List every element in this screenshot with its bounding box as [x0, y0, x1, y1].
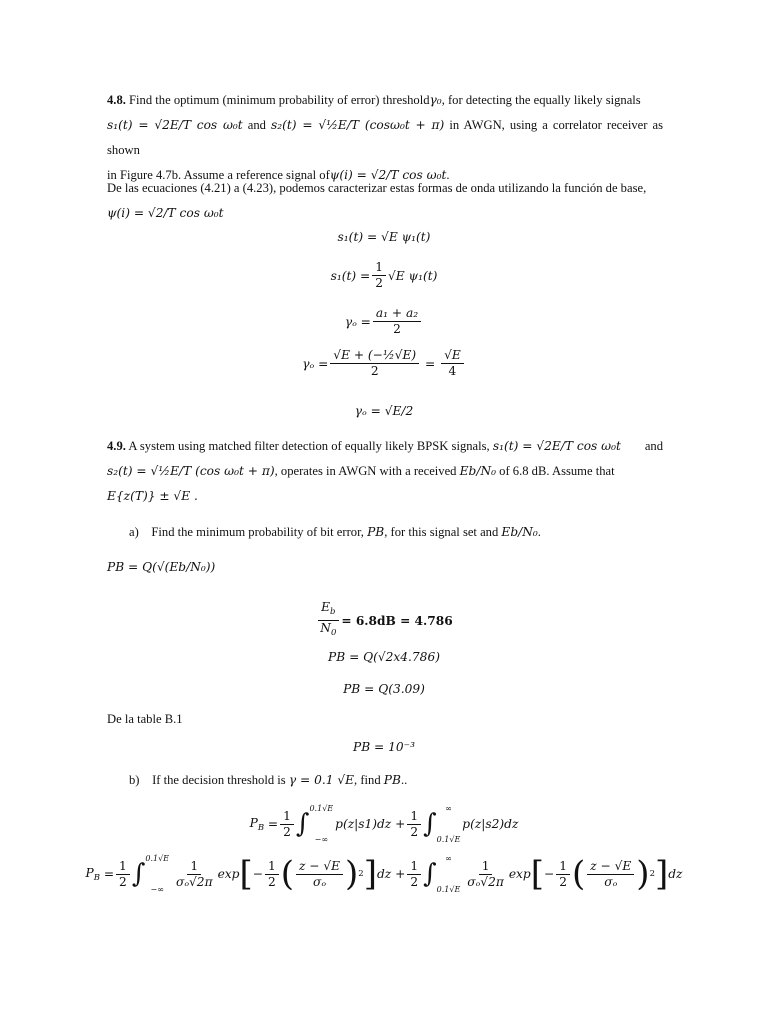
equation-s1: s₁(t) = √E ψ₁(t) — [337, 230, 431, 244]
equation-pb-q309: PB = Q(3.09) — [343, 682, 425, 696]
math-gamma0: γ₀ — [429, 93, 442, 107]
part-a: a) Find the minimum probability of bit error, PB, for this signal set and Eb/N₀. — [129, 525, 541, 539]
problem-text: Find the optimum (minimum probability of error) threshold — [129, 93, 430, 107]
spanish-paragraph: De las ecuaciones (4.21) a (4.23), podemos caracterizar estas formas de onda utilizando la función de base, ψ(i) = √2/T cos ω₀t — [107, 181, 647, 220]
equation-pb-value: PB = Q(√2x4.786) — [328, 650, 440, 664]
math-psi-def: ψ(i) = √2/T cos ω₀t — [329, 168, 447, 182]
equation-pb-q: PB = Q(√(Eb/N₀)) — [107, 560, 216, 574]
equation-pb-gaussian: $P_B$ = $\frac{1}{2}$ ∫ 0.1√E −∞ $\frac{1}{\text{σₒ√2π}}$ exp [ − $\frac{1}{2}$ ( $\frac{z - √E}{\text{σₒ}}$ ) 2 ] dz + $\frac{1}{2}$ ∫ ∞ 0.1√E $\frac{1}{\text{σₒ√2π}}$ exp [ − $\frac{1}{2}$ ( $\frac{z - √E}{\text{σₒ}}$ ) 2 ] dz — [85, 854, 683, 894]
equation-threshold: γₒ = $\frac{\text{a₁ + a₂}}{2}$ — [0, 306, 768, 337]
problem-4-9: 4.9. A system using matched filter detection of equally likely BPSK signals, s₁(t) = √2E/T cos ω₀t and s₂(t) = √½E/T (cos ω₀t + π), operates in AWGN with a received Eb/N₀ of 6.8 dB. Assume that E{z(T)} ± √E . — [107, 439, 663, 503]
equation-threshold-result: γₒ = √E/2 — [354, 404, 414, 418]
problem-number: 4.8. — [107, 93, 126, 107]
equation-threshold-value: γₒ = $\frac{\text{√E + (−½√E)}}{2}$ = $\frac{√E}{4}$ — [0, 348, 768, 379]
problem-4-8: 4.8. Find the optimum (minimum probability of error) thresholdγ₀, for detecting the equally likely signals s₁(t) = √2E/T cos ω₀t and s₂(t) = √½E/T (cosω₀t + π) in AWGN, using a correlator receiver as shown in Figure 4.7b. Assume a reference signal ofψ(i) = √2/T cos ω₀t. — [107, 93, 663, 182]
math-psi-basis: ψ(i) = √2/T cos ω₀t — [107, 206, 224, 220]
equation-pb-integral: $P_B$ = $\frac{1}{2}$ ∫ 0.1√E −∞ p(z|s1)dz + $\frac{1}{2}$ ∫ ∞ 0.1√E p(z|s2)dz — [249, 804, 519, 844]
equation-s1-half: s₁(t) = $\frac{1}{2}$ √E ψ₁(t) — [330, 260, 438, 290]
equation-ebn0: $\frac{E_b}{N_0}$ = 6.8dB = 4.786 — [0, 600, 768, 641]
math-s2-def: s₂(t) = √½E/T (cosω₀t + π) — [271, 118, 445, 132]
math-s1-def: s₁(t) = √2E/T cos ω₀t — [107, 118, 243, 132]
table-reference: De la table B.1 — [107, 712, 183, 726]
problem-number: 4.9. — [107, 439, 126, 453]
equation-pb-result: PB = 10⁻³ — [353, 740, 415, 754]
part-b: b) If the decision threshold is γ = 0.1 √E, find PB.. — [129, 773, 408, 787]
